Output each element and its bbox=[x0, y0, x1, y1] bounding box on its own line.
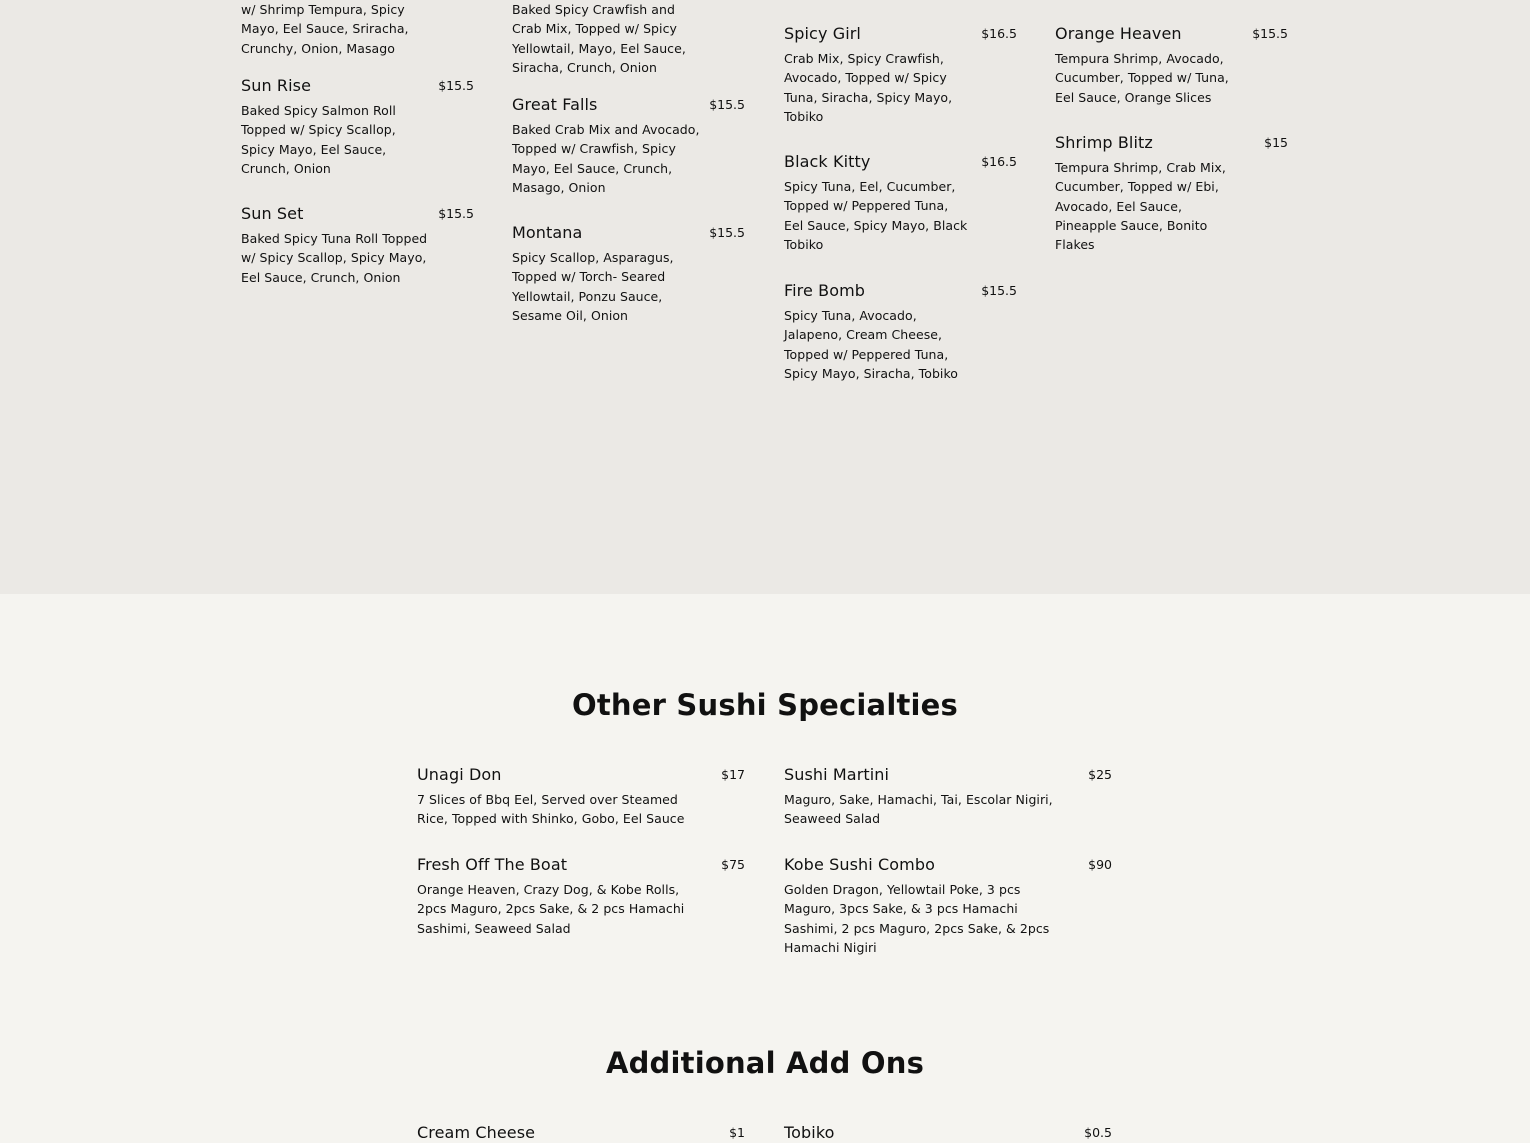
section-title-specialties: Other Sushi Specialties bbox=[572, 688, 958, 722]
section-title-addons: Additional Add Ons bbox=[605, 1046, 925, 1080]
menu-item-cream-cheese bbox=[417, 1123, 745, 1143]
item-name: Cream Cheese bbox=[417, 1123, 536, 1142]
item-price: $15 bbox=[1264, 135, 1288, 150]
item-description: Spicy Tuna, Avocado, Jalapeno, Cream Cheese, Topped w/ Peppered Tuna, Spicy Mayo, Siracha, Tobiko bbox=[784, 308, 958, 381]
item-price: $15.5 bbox=[438, 206, 474, 221]
item-description: Baked Spicy Crawfish and Crab Mix, Topped w/ Spicy Yellowtail, Mayo, Eel Sauce, Siracha, Crunch, Onion bbox=[512, 2, 686, 75]
item-description: Tempura Shrimp, Avocado, Cucumber, Topped w/ Tuna, Eel Sauce, Orange Slices bbox=[1055, 51, 1229, 105]
item-description: Baked Spicy Salmon Roll Topped w/ Spicy Scallop, Spicy Mayo, Eel Sauce, Crunch, Onion bbox=[241, 103, 396, 176]
item-price: $15.5 bbox=[1252, 26, 1288, 41]
menu-item-spicy-girl bbox=[784, 24, 1017, 134]
item-price: $16.5 bbox=[981, 154, 1017, 169]
menu-item-sun-rise bbox=[241, 76, 474, 186]
item-price: $90 bbox=[1088, 857, 1112, 872]
item-name: Sushi Martini bbox=[784, 765, 890, 784]
menu-item-sushi-martini bbox=[784, 765, 1112, 835]
item-name: Spicy Girl bbox=[784, 24, 861, 43]
item-price: $17 bbox=[721, 767, 745, 782]
item-name: Montana bbox=[512, 223, 583, 242]
menu-item-unagi-don bbox=[417, 765, 745, 835]
menu-item-orange-heaven bbox=[1055, 24, 1288, 114]
item-description: w/ Shrimp Tempura, Spicy Mayo, Eel Sauce, Sriracha, Crunchy, Onion, Masago bbox=[241, 2, 409, 56]
item-description: Orange Heaven, Crazy Dog, & Kobe Rolls, 2pcs Maguro, 2pcs Sake, & 2 pcs Hamachi Sashimi, Seaweed Salad bbox=[417, 882, 685, 936]
menu-item-partial bbox=[512, 0, 745, 75]
menu-item-sun-set bbox=[241, 204, 474, 294]
item-description: Baked Spicy Tuna Roll Topped w/ Spicy Scallop, Spicy Mayo, Eel Sauce, Crunch, Onion bbox=[241, 231, 428, 285]
item-description: 7 Slices of Bbq Eel, Served over Steamed Rice, Topped with Shinko, Gobo, Eel Sauce bbox=[417, 792, 685, 827]
menu-item-great-falls bbox=[512, 95, 745, 205]
item-name: Sun Rise bbox=[241, 76, 312, 95]
item-name: Orange Heaven bbox=[1055, 24, 1182, 43]
item-name: Kobe Sushi Combo bbox=[784, 855, 935, 874]
menu-item-montana bbox=[512, 223, 745, 333]
item-description: Spicy Scallop, Asparagus, Topped w/ Torch- Seared Yellowtail, Ponzu Sauce, Sesame Oil, Onion bbox=[512, 250, 674, 323]
item-price: $15.5 bbox=[709, 225, 745, 240]
menu-item-partial bbox=[241, 0, 474, 55]
item-name: Tobiko bbox=[784, 1123, 835, 1142]
menu-item-kobe-sushi-combo bbox=[784, 855, 1112, 965]
item-name: Fresh Off The Boat bbox=[417, 855, 568, 874]
item-price: $16.5 bbox=[981, 26, 1017, 41]
item-description: Golden Dragon, Yellowtail Poke, 3 pcs Maguro, 3pcs Sake, & 3 pcs Hamachi Sashimi, 2 pcs Maguro, 2pcs Sake, & 2pcs Hamachi Nigiri bbox=[784, 882, 1050, 955]
item-name: Black Kitty bbox=[784, 152, 871, 171]
item-name: Fire Bomb bbox=[784, 281, 866, 300]
item-description: Spicy Tuna, Eel, Cucumber, Topped w/ Peppered Tuna, Eel Sauce, Spicy Mayo, Black Tobiko bbox=[784, 179, 968, 252]
menu-item-black-kitty bbox=[784, 152, 1017, 262]
item-price: $1 bbox=[729, 1125, 745, 1140]
menu-item-fire-bomb bbox=[784, 281, 1017, 391]
item-description: Crab Mix, Spicy Crawfish, Avocado, Topped w/ Spicy Tuna, Siracha, Spicy Mayo, Tobiko bbox=[784, 51, 953, 124]
item-description: Baked Crab Mix and Avocado, Topped w/ Crawfish, Spicy Mayo, Eel Sauce, Crunch, Masago, Onion bbox=[512, 122, 700, 195]
item-price: $25 bbox=[1088, 767, 1112, 782]
item-name: Unagi Don bbox=[417, 765, 502, 784]
item-price: $15.5 bbox=[438, 78, 474, 93]
menu-item-shrimp-blitz bbox=[1055, 133, 1288, 263]
item-price: $15.5 bbox=[709, 97, 745, 112]
item-description: Tempura Shrimp, Crab Mix, Cucumber, Topped w/ Ebi, Avocado, Eel Sauce, Pineapple Sauce, Bonito Flakes bbox=[1055, 160, 1226, 253]
item-price: $0.5 bbox=[1084, 1125, 1112, 1140]
item-name: Sun Set bbox=[241, 204, 304, 223]
menu-item-tobiko bbox=[784, 1123, 1112, 1143]
item-description: Maguro, Sake, Hamachi, Tai, Escolar Nigiri, Seaweed Salad bbox=[784, 792, 1053, 827]
item-price: $75 bbox=[721, 857, 745, 872]
menu-item-fresh-off-the-boat bbox=[417, 855, 745, 945]
item-name: Shrimp Blitz bbox=[1055, 133, 1153, 152]
item-name: Great Falls bbox=[512, 95, 598, 114]
item-price: $15.5 bbox=[981, 283, 1017, 298]
